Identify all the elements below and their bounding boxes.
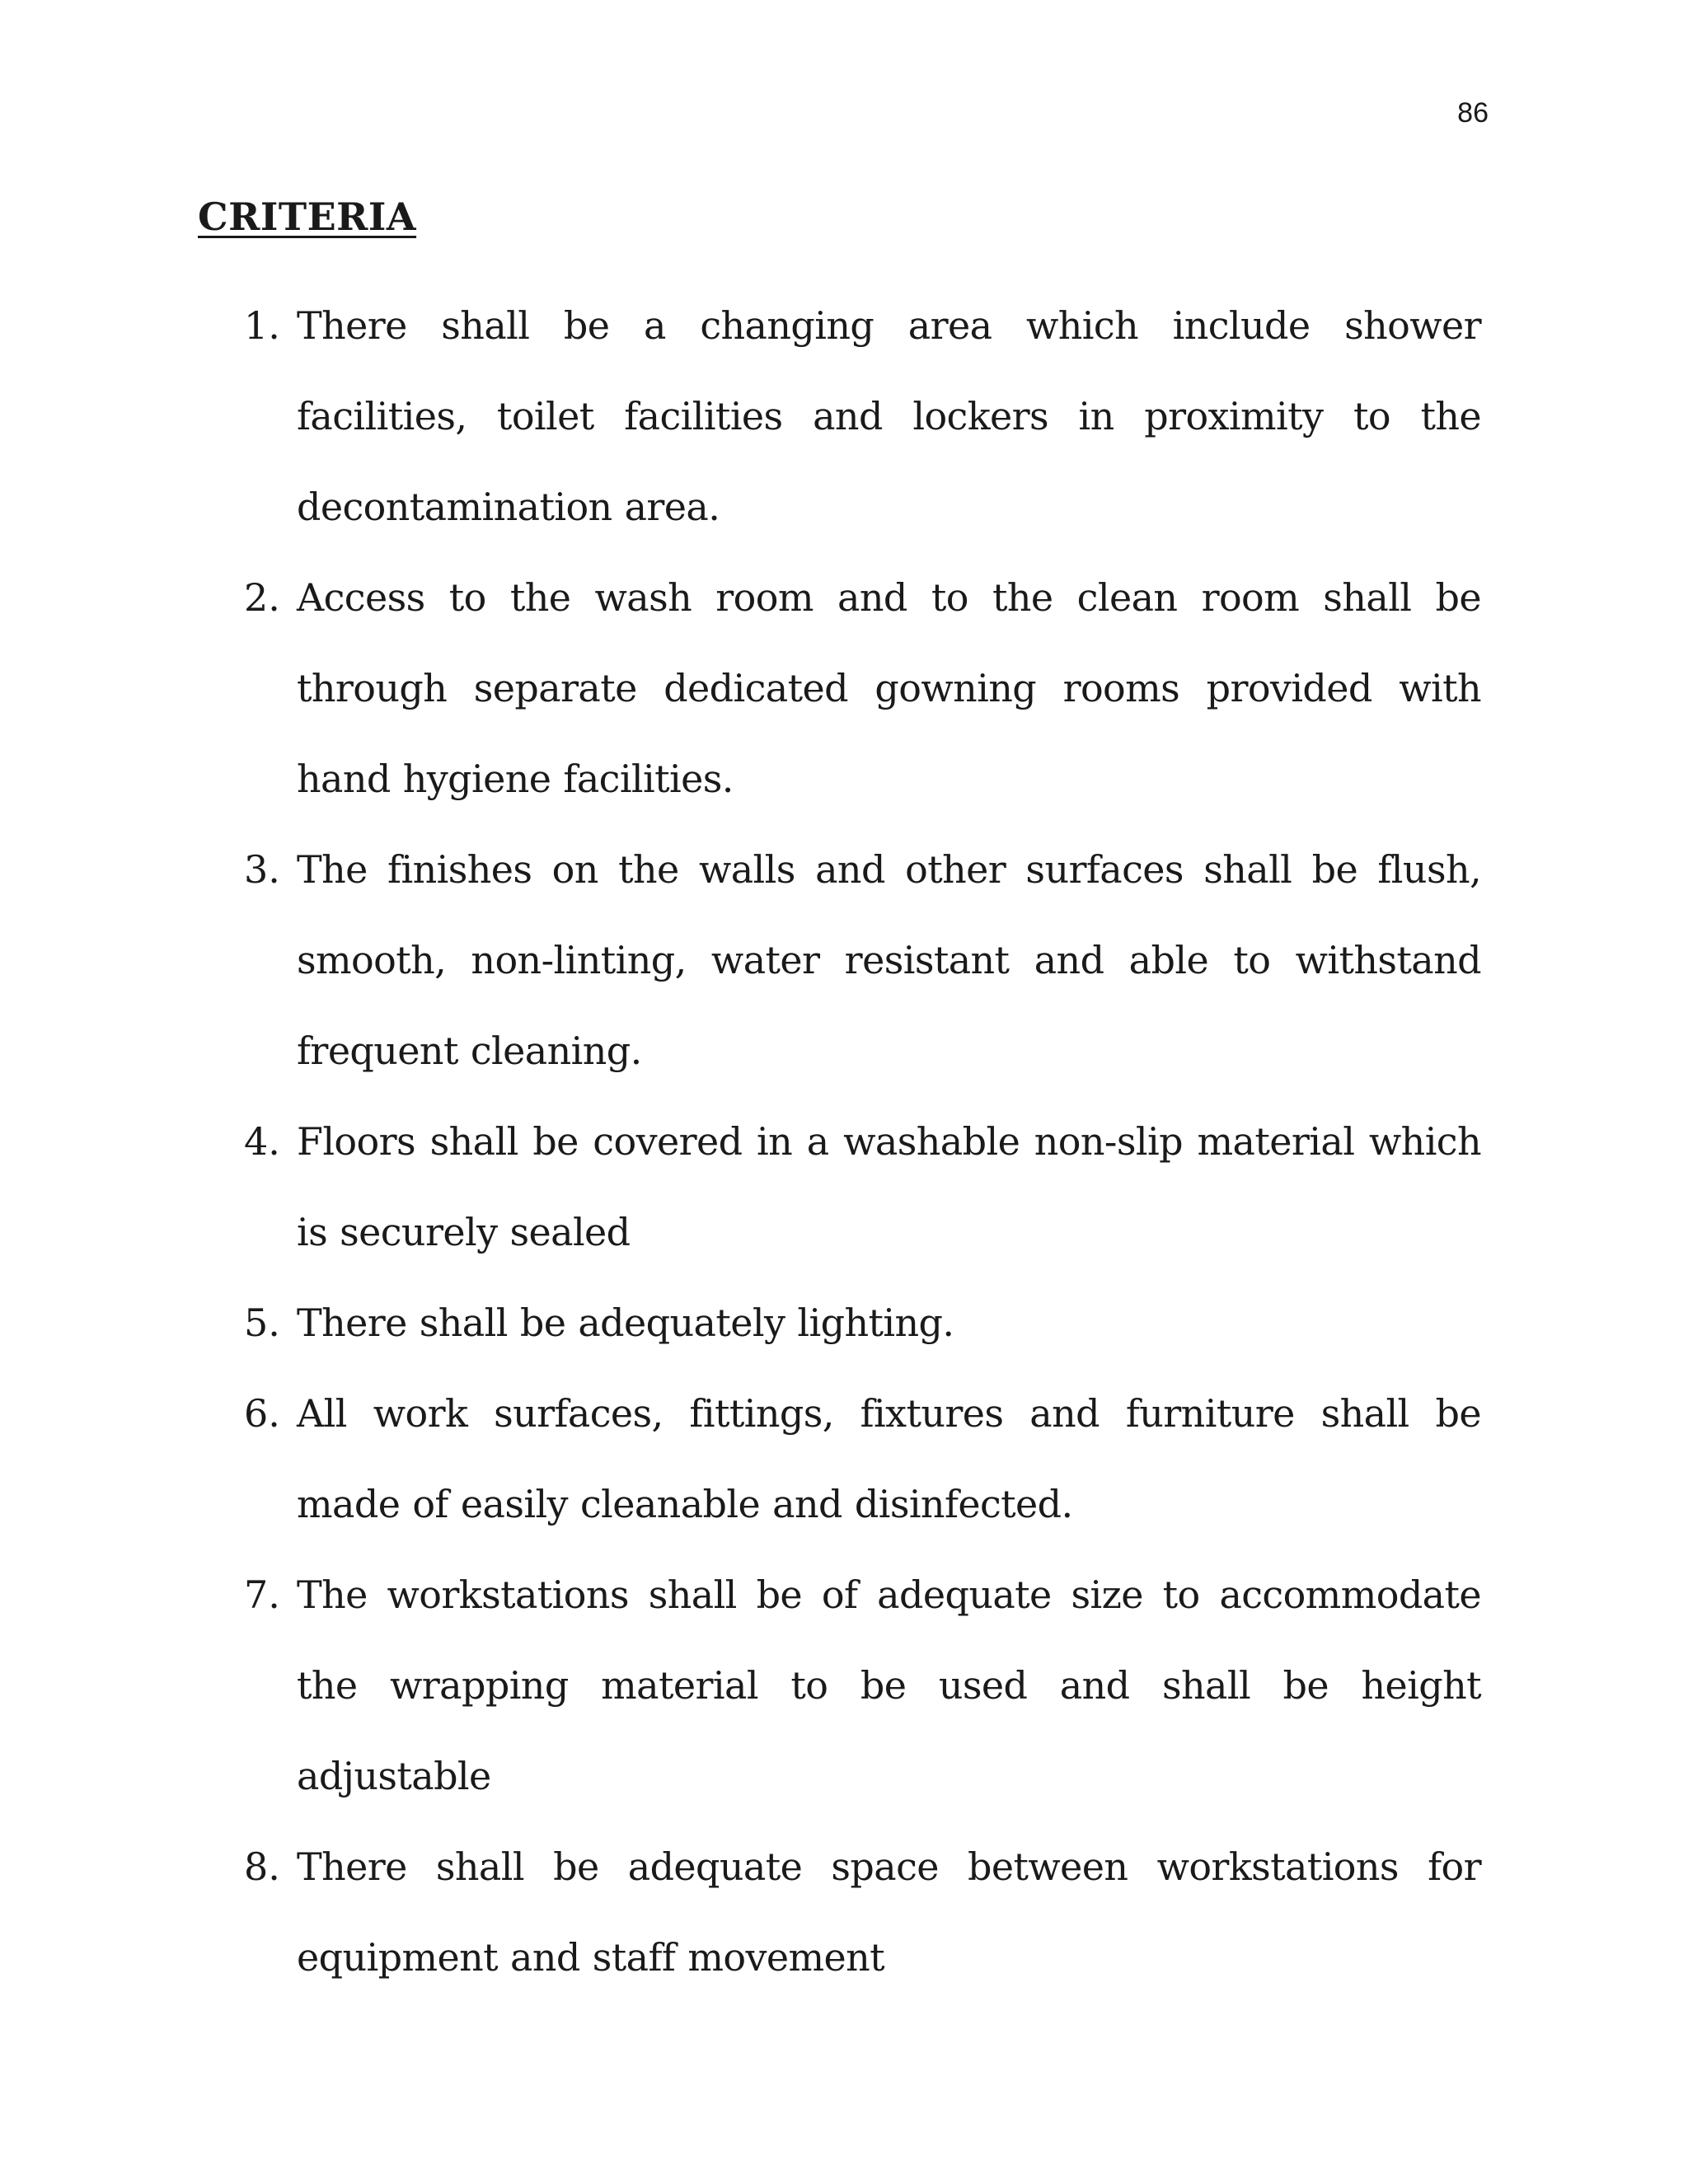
item-text: There shall be adequate space between workstations for equipment and staff movement [297,1844,1481,1980]
criteria-item-8 [0,1821,1688,2003]
item-number: 4. [244,1119,280,1164]
item-text: The workstations shall be of adequate size to accommodate the wrapping material to be used and shall be height adjustable [297,1572,1481,1798]
item-text: All work surfaces, fittings, fixtures and furniture shall be made of easily cleanable and disinfected. [297,1391,1481,1526]
item-text: Floors shall be covered in a washable non-slip material which is securely sealed [297,1119,1481,1254]
criteria-list [0,280,1688,2003]
item-number: 8. [244,1844,280,1889]
criteria-item-4 [0,1096,1688,1277]
item-text: There shall be adequately lighting. [297,1301,954,1345]
item-text: Access to the wash room and to the clean room shall be through separate dedicated gowning rooms provided with hand hygiene facilities. [297,575,1481,801]
page-heading: CRITERIA [198,194,417,239]
criteria-item-1 [0,280,1688,552]
item-number: 5. [244,1301,280,1345]
item-number: 2. [244,575,280,620]
item-number: 6. [244,1391,280,1436]
item-text: The finishes on the walls and other surfaces shall be flush, smooth, non-linting, water resistant and able to withstand frequent cleaning. [297,847,1481,1073]
criteria-item-6 [0,1368,1688,1549]
item-number: 3. [244,847,280,892]
criteria-item-5 [0,1277,1688,1368]
criteria-item-2 [0,552,1688,824]
item-number: 1. [244,303,280,348]
item-text: There shall be a changing area which include shower facilities, toilet facilities and lockers in proximity to the decontamination area. [297,303,1481,529]
item-number: 7. [244,1572,280,1617]
criteria-item-7 [0,1549,1688,1821]
page-number: 86 [1457,97,1489,129]
criteria-item-3 [0,824,1688,1096]
